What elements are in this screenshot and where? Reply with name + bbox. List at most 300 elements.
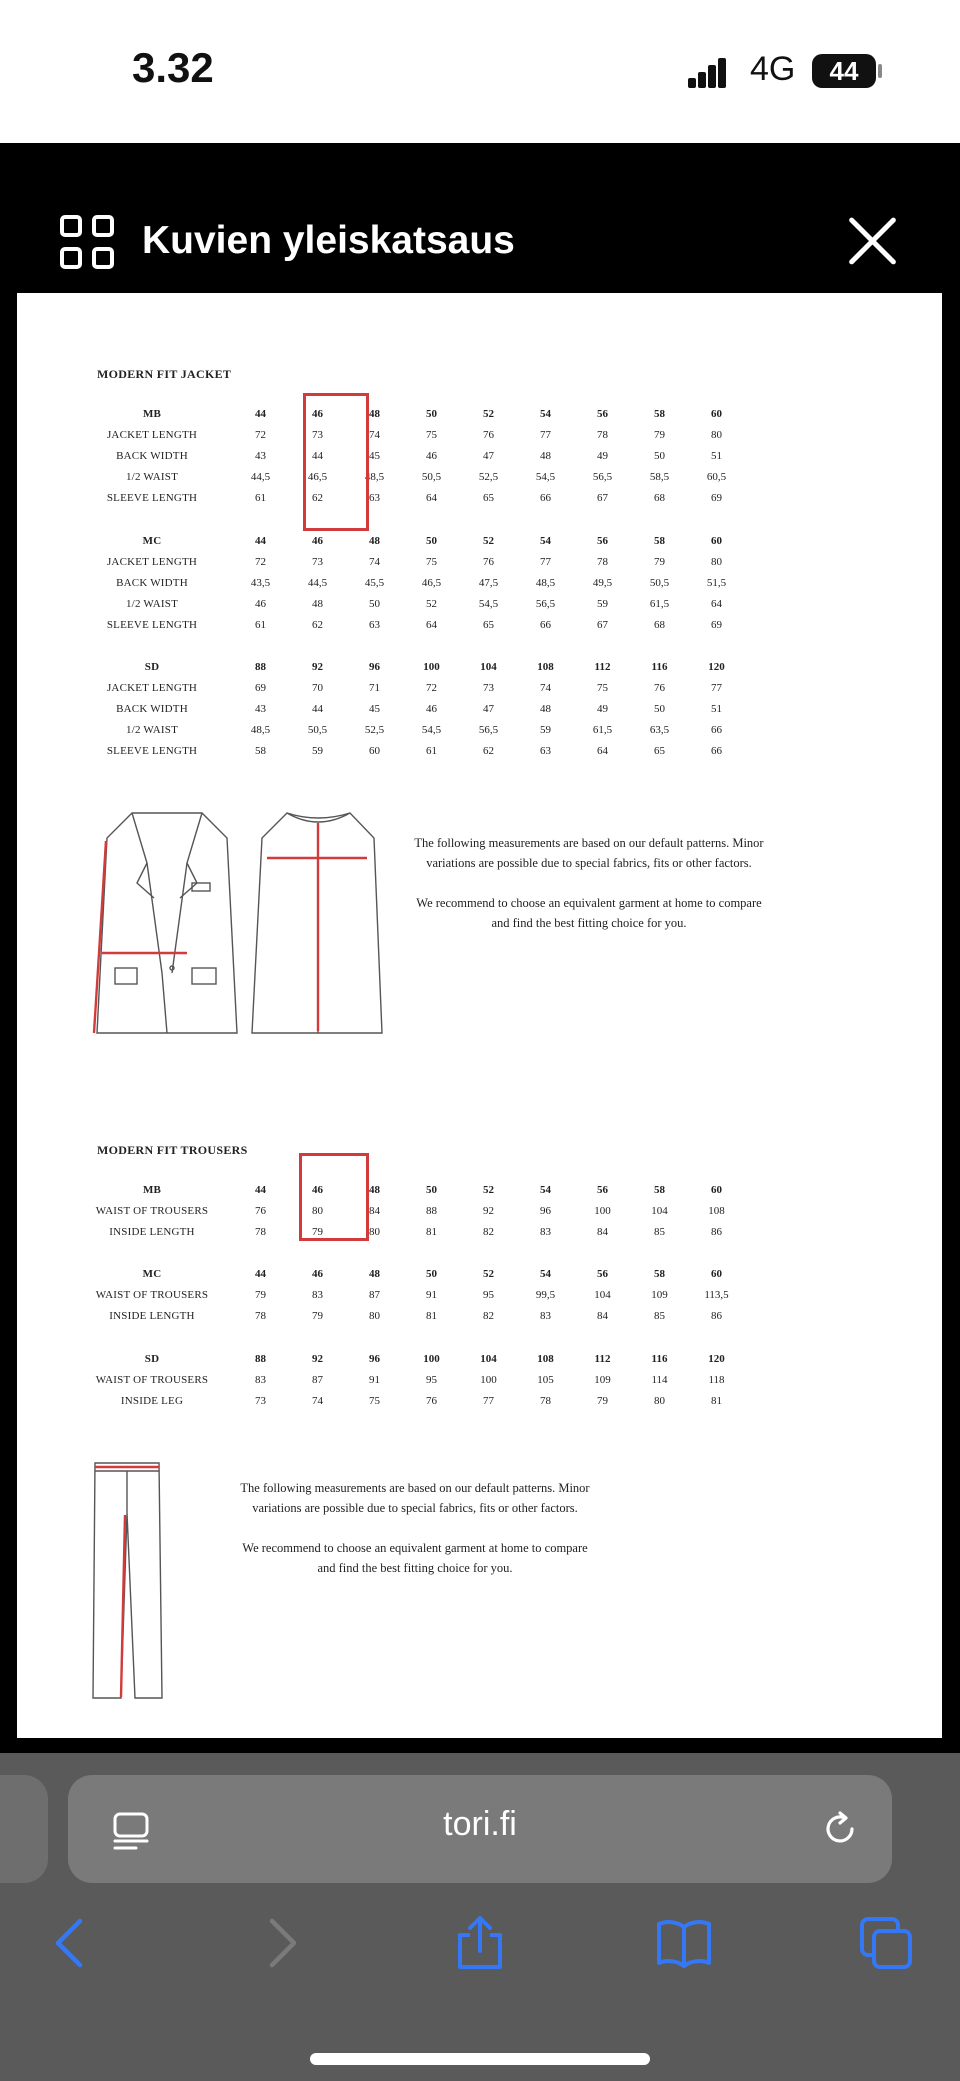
table-cell: 68 — [654, 618, 665, 631]
row-label: JACKET LENGTH — [106, 555, 198, 568]
table-cell: 74 — [369, 555, 380, 568]
table-cell: 60 — [711, 407, 722, 420]
close-icon[interactable] — [846, 215, 898, 267]
table-cell: 48 — [369, 534, 380, 547]
table-cell: 46 — [312, 534, 323, 547]
table-cell: 56,5 — [535, 597, 556, 610]
table-cell: 100 — [480, 1373, 497, 1386]
back-icon[interactable] — [44, 1915, 100, 1971]
table-cell: 74 — [369, 428, 380, 441]
table-cell: 47 — [483, 449, 494, 462]
table-cell: 51 — [711, 702, 722, 715]
table-cell: 48 — [540, 449, 551, 462]
table-cell: 47,5 — [478, 576, 499, 589]
table-cell: 108 — [537, 660, 554, 673]
table-row — [72, 740, 745, 761]
table-cell: 44,5 — [250, 470, 271, 483]
row-label: MC — [142, 1267, 162, 1280]
table-cell: 86 — [711, 1309, 722, 1322]
table-cell: 88 — [426, 1204, 437, 1217]
row-label: SLEEVE LENGTH — [106, 618, 198, 631]
table-cell: 54 — [540, 1267, 551, 1280]
row-label: BACK WIDTH — [116, 702, 188, 715]
table-cell: 45 — [369, 449, 380, 462]
table-cell: 58 — [654, 407, 665, 420]
table-row — [72, 1369, 745, 1390]
table-cell: 66 — [711, 744, 722, 757]
table-cell: 61 — [426, 744, 437, 757]
table-cell: 63 — [540, 744, 551, 757]
table-cell: 91 — [369, 1373, 380, 1386]
table-cell: 83 — [312, 1288, 323, 1301]
table-cell: 49 — [597, 702, 608, 715]
table-cell: 95 — [426, 1373, 437, 1386]
table-cell: 48 — [369, 1267, 380, 1280]
row-label: SLEEVE LENGTH — [106, 744, 198, 757]
table-cell: 92 — [312, 1352, 323, 1365]
table-cell: 56 — [597, 407, 608, 420]
table-row — [72, 445, 745, 466]
table-row — [72, 487, 745, 508]
table-cell: 54,5 — [478, 597, 499, 610]
table-cell: 52,5 — [364, 723, 385, 736]
table-cell: 65 — [483, 491, 494, 504]
table-cell: 50,5 — [307, 723, 328, 736]
table-cell: 48,5 — [535, 576, 556, 589]
size-header-row — [72, 1263, 745, 1284]
table-cell: 62 — [483, 744, 494, 757]
table-cell: 58,5 — [649, 470, 670, 483]
table-cell: 76 — [483, 555, 494, 568]
table-cell: 87 — [369, 1288, 380, 1301]
table-cell: 120 — [708, 660, 725, 673]
table-row — [72, 466, 745, 487]
table-cell: 72 — [255, 555, 266, 568]
table-cell: 64 — [597, 744, 608, 757]
table-cell: 54 — [540, 407, 551, 420]
jacket-illustration — [92, 803, 402, 1043]
jacket-title: MODERN FIT JACKET — [97, 367, 232, 381]
table-cell: 60 — [369, 744, 380, 757]
table-cell: 80 — [369, 1309, 380, 1322]
size-header-row — [72, 530, 745, 551]
table-cell: 76 — [255, 1204, 266, 1217]
table-cell: 108 — [537, 1352, 554, 1365]
table-cell: 45,5 — [364, 576, 385, 589]
table-cell: 61 — [255, 491, 266, 504]
table-cell: 54,5 — [421, 723, 442, 736]
table-cell: 52 — [426, 597, 437, 610]
table-cell: 48,5 — [364, 470, 385, 483]
table-cell: 46,5 — [421, 576, 442, 589]
table-cell: 54 — [540, 534, 551, 547]
table-cell: 64 — [426, 491, 437, 504]
row-label: SLEEVE LENGTH — [106, 491, 198, 504]
table-cell: 66 — [711, 723, 722, 736]
reload-icon[interactable] — [820, 1809, 860, 1849]
trousers-note-1: The following measurements are based on our default patterns. Minor variations are possible due to special fabrics, fits or other factors. — [240, 1481, 590, 1515]
table-cell: 84 — [369, 1204, 380, 1217]
table-cell: 51 — [711, 449, 722, 462]
table-cell: 74 — [312, 1394, 323, 1407]
table-cell: 104 — [594, 1288, 611, 1301]
trousers-table-mc — [72, 1263, 745, 1326]
table-cell: 56 — [597, 534, 608, 547]
table-cell: 50 — [654, 449, 665, 462]
grid-icon[interactable] — [60, 215, 118, 273]
table-cell: 63,5 — [649, 723, 670, 736]
table-cell: 44 — [255, 407, 266, 420]
table-cell: 91 — [426, 1288, 437, 1301]
table-cell: 92 — [483, 1204, 494, 1217]
battery-icon: 44 — [812, 54, 876, 88]
table-cell: 52 — [483, 407, 494, 420]
table-cell: 46 — [312, 407, 323, 420]
table-cell: 60 — [711, 1183, 722, 1196]
size-chart-image — [17, 293, 942, 1738]
table-cell: 109 — [594, 1373, 611, 1386]
table-cell: 79 — [654, 428, 665, 441]
table-cell: 74 — [540, 681, 551, 694]
table-cell: 81 — [426, 1309, 437, 1322]
table-cell: 52 — [483, 1267, 494, 1280]
table-cell: 75 — [597, 681, 608, 694]
trousers-title: MODERN FIT TROUSERS — [97, 1143, 248, 1157]
table-cell: 96 — [369, 660, 380, 673]
table-cell: 49 — [597, 449, 608, 462]
table-cell: 72 — [255, 428, 266, 441]
table-cell: 61,5 — [592, 723, 613, 736]
table-cell: 60,5 — [706, 470, 727, 483]
table-cell: 48 — [540, 702, 551, 715]
table-cell: 83 — [540, 1309, 551, 1322]
forward-icon[interactable] — [252, 1915, 308, 1971]
table-cell: 120 — [708, 1352, 725, 1365]
table-cell: 104 — [480, 660, 497, 673]
table-cell: 50,5 — [649, 576, 670, 589]
table-cell: 52,5 — [478, 470, 499, 483]
row-label: 1/2 WAIST — [125, 723, 178, 736]
table-row — [72, 424, 745, 445]
table-cell: 43 — [255, 702, 266, 715]
browser-toolbar — [0, 1753, 960, 2081]
table-cell: 73 — [255, 1394, 266, 1407]
table-cell: 63 — [369, 618, 380, 631]
table-cell: 86 — [711, 1225, 722, 1238]
row-label: INSIDE LENGTH — [109, 1225, 195, 1238]
row-label: 1/2 WAIST — [125, 597, 178, 610]
table-cell: 95 — [483, 1288, 494, 1301]
table-cell: 49,5 — [592, 576, 613, 589]
table-cell: 100 — [423, 660, 440, 673]
table-cell: 109 — [651, 1288, 668, 1301]
table-cell: 88 — [255, 1352, 266, 1365]
table-cell: 79 — [255, 1288, 266, 1301]
table-row — [72, 551, 745, 572]
table-cell: 48 — [369, 1183, 380, 1196]
table-cell: 73 — [483, 681, 494, 694]
table-cell: 100 — [423, 1352, 440, 1365]
table-cell: 76 — [426, 1394, 437, 1407]
table-cell: 60 — [711, 1267, 722, 1280]
table-cell: 48,5 — [250, 723, 271, 736]
table-cell: 50,5 — [421, 470, 442, 483]
table-cell: 113,5 — [704, 1288, 729, 1301]
table-cell: 50 — [426, 1267, 437, 1280]
table-cell: 58 — [654, 534, 665, 547]
table-cell: 56 — [597, 1183, 608, 1196]
table-row — [72, 1221, 745, 1242]
table-row — [72, 677, 745, 698]
image-viewer — [0, 293, 960, 1753]
table-cell: 62 — [312, 491, 323, 504]
network-type: 4G — [750, 50, 796, 88]
table-cell: 79 — [312, 1309, 323, 1322]
table-cell: 68 — [654, 491, 665, 504]
table-cell: 63 — [369, 491, 380, 504]
table-cell: 70 — [312, 681, 323, 694]
table-cell: 50 — [654, 702, 665, 715]
table-cell: 46 — [426, 702, 437, 715]
table-cell: 79 — [597, 1394, 608, 1407]
row-label: JACKET LENGTH — [106, 428, 198, 441]
table-cell: 108 — [708, 1204, 725, 1217]
table-cell: 73 — [312, 428, 323, 441]
table-cell: 45 — [369, 702, 380, 715]
table-row — [72, 572, 745, 593]
table-cell: 67 — [597, 491, 608, 504]
table-cell: 69 — [711, 491, 722, 504]
table-cell: 105 — [537, 1373, 554, 1386]
jacket-table-mc — [72, 530, 745, 635]
table-cell: 46 — [255, 597, 266, 610]
row-label: MB — [142, 407, 162, 420]
table-cell: 60 — [711, 534, 722, 547]
table-row — [72, 698, 745, 719]
table-cell: 56,5 — [478, 723, 499, 736]
table-cell: 44 — [312, 449, 323, 462]
status-time: 3.32 — [132, 44, 214, 91]
table-cell: 44,5 — [307, 576, 328, 589]
table-cell: 65 — [654, 744, 665, 757]
row-label: SD — [144, 660, 160, 673]
jacket-table-sd — [72, 656, 745, 761]
row-label: MC — [142, 534, 162, 547]
table-cell: 92 — [312, 660, 323, 673]
table-cell: 66 — [540, 491, 551, 504]
table-row — [72, 719, 745, 740]
table-cell: 67 — [597, 618, 608, 631]
table-cell: 44 — [312, 702, 323, 715]
table-cell: 96 — [369, 1352, 380, 1365]
table-cell: 58 — [654, 1183, 665, 1196]
tabs-icon[interactable] — [858, 1915, 914, 1971]
table-cell: 80 — [654, 1394, 665, 1407]
table-cell: 114 — [651, 1373, 668, 1386]
table-cell: 58 — [255, 744, 266, 757]
signal-icon — [688, 56, 728, 88]
row-label: INSIDE LENGTH — [109, 1309, 195, 1322]
previous-tab-preview[interactable] — [0, 1775, 48, 1883]
table-cell: 77 — [540, 555, 551, 568]
jacket-table-mb — [72, 403, 745, 508]
table-cell: 58 — [654, 1267, 665, 1280]
table-cell: 80 — [369, 1225, 380, 1238]
table-cell: 47 — [483, 702, 494, 715]
table-cell: 50 — [426, 534, 437, 547]
table-cell: 56,5 — [592, 470, 613, 483]
table-row — [72, 1200, 745, 1221]
table-cell: 77 — [483, 1394, 494, 1407]
table-cell: 78 — [255, 1309, 266, 1322]
battery-tip — [878, 64, 882, 78]
row-label: WAIST OF TROUSERS — [95, 1373, 209, 1386]
size-header-row — [72, 1348, 745, 1369]
table-cell: 64 — [426, 618, 437, 631]
table-cell: 46 — [426, 449, 437, 462]
table-cell: 85 — [654, 1309, 665, 1322]
size-header-row — [72, 656, 745, 677]
bookmarks-icon[interactable] — [656, 1915, 712, 1971]
table-cell: 52 — [483, 1183, 494, 1196]
table-cell: 59 — [540, 723, 551, 736]
table-cell: 76 — [483, 428, 494, 441]
row-label: INSIDE LEG — [120, 1394, 184, 1407]
table-cell: 96 — [540, 1204, 551, 1217]
table-cell: 65 — [483, 618, 494, 631]
table-cell: 78 — [597, 428, 608, 441]
table-cell: 43 — [255, 449, 266, 462]
table-cell: 75 — [426, 428, 437, 441]
trousers-table-mb — [72, 1179, 745, 1242]
table-cell: 44 — [255, 534, 266, 547]
table-cell: 69 — [711, 618, 722, 631]
table-row — [72, 1284, 745, 1305]
table-cell: 87 — [312, 1373, 323, 1386]
table-cell: 78 — [255, 1225, 266, 1238]
table-cell: 48 — [312, 597, 323, 610]
table-cell: 44 — [255, 1183, 266, 1196]
table-cell: 118 — [708, 1373, 725, 1386]
table-cell: 54 — [540, 1183, 551, 1196]
table-cell: 48 — [369, 407, 380, 420]
viewer-title: Kuvien yleiskatsaus — [142, 219, 515, 262]
table-cell: 46 — [312, 1267, 323, 1280]
table-cell: 83 — [540, 1225, 551, 1238]
table-cell: 84 — [597, 1309, 608, 1322]
table-cell: 82 — [483, 1225, 494, 1238]
table-cell: 61,5 — [649, 597, 670, 610]
table-cell: 82 — [483, 1309, 494, 1322]
table-cell: 80 — [711, 555, 722, 568]
size-header-row — [72, 403, 745, 424]
table-cell: 85 — [654, 1225, 665, 1238]
table-cell: 66 — [540, 618, 551, 631]
table-cell: 83 — [255, 1373, 266, 1386]
row-label: MB — [142, 1183, 162, 1196]
table-cell: 76 — [654, 681, 665, 694]
size-header-row — [72, 1179, 745, 1200]
row-label: WAIST OF TROUSERS — [95, 1288, 209, 1301]
table-cell: 75 — [426, 555, 437, 568]
home-indicator — [310, 2053, 650, 2065]
status-bar — [0, 0, 960, 143]
jacket-note-2: We recommend to choose an equivalent garment at home to compare and find the best fitting choice for you. — [416, 896, 762, 930]
table-cell: 81 — [711, 1394, 722, 1407]
table-cell: 52 — [483, 534, 494, 547]
table-cell: 112 — [594, 1352, 611, 1365]
row-label: 1/2 WAIST — [125, 470, 178, 483]
table-cell: 73 — [312, 555, 323, 568]
table-cell: 104 — [651, 1204, 668, 1217]
table-cell: 77 — [540, 428, 551, 441]
row-label: BACK WIDTH — [116, 449, 188, 462]
table-cell: 78 — [597, 555, 608, 568]
table-cell: 44 — [255, 1267, 266, 1280]
table-cell: 80 — [711, 428, 722, 441]
table-cell: 72 — [426, 681, 437, 694]
trousers-note-2: We recommend to choose an equivalent garment at home to compare and find the best fitting choice for you. — [242, 1541, 588, 1575]
table-cell: 104 — [480, 1352, 497, 1365]
viewer-header — [0, 143, 960, 293]
row-label: WAIST OF TROUSERS — [95, 1204, 209, 1217]
table-cell: 112 — [594, 660, 611, 673]
table-cell: 88 — [255, 660, 266, 673]
table-cell: 75 — [369, 1394, 380, 1407]
table-cell: 116 — [651, 660, 668, 673]
table-cell: 79 — [654, 555, 665, 568]
table-cell: 64 — [711, 597, 722, 610]
table-cell: 50 — [369, 597, 380, 610]
table-cell: 116 — [651, 1352, 668, 1365]
row-label: SD — [144, 1352, 160, 1365]
table-cell: 50 — [426, 1183, 437, 1196]
share-icon[interactable] — [452, 1915, 508, 1971]
row-label: BACK WIDTH — [116, 576, 188, 589]
table-cell: 78 — [540, 1394, 551, 1407]
table-cell: 51,5 — [706, 576, 727, 589]
table-row — [72, 1305, 745, 1326]
table-cell: 46,5 — [307, 470, 328, 483]
table-cell: 100 — [594, 1204, 611, 1217]
table-cell: 77 — [711, 681, 722, 694]
address-bar[interactable] — [68, 1775, 892, 1883]
table-cell: 84 — [597, 1225, 608, 1238]
table-cell: 46 — [312, 1183, 323, 1196]
table-cell: 59 — [312, 744, 323, 757]
table-cell: 56 — [597, 1267, 608, 1280]
table-cell: 79 — [312, 1225, 323, 1238]
highlight-box — [299, 1153, 369, 1241]
table-cell: 80 — [312, 1204, 323, 1217]
table-cell: 61 — [255, 618, 266, 631]
table-cell: 43,5 — [250, 576, 271, 589]
jacket-note-1: The following measurements are based on our default patterns. Minor variations are possible due to special fabrics, fits or other factors. — [414, 836, 764, 870]
table-cell: 99,5 — [535, 1288, 556, 1301]
trousers-illustration — [87, 1453, 167, 1703]
table-row — [72, 614, 745, 635]
table-cell: 62 — [312, 618, 323, 631]
row-label: JACKET LENGTH — [106, 681, 198, 694]
table-row — [72, 1390, 745, 1411]
highlight-box — [303, 393, 369, 531]
table-row — [72, 593, 745, 614]
table-cell: 81 — [426, 1225, 437, 1238]
url-text[interactable]: tori.fi — [443, 1805, 517, 1843]
table-cell: 69 — [255, 681, 266, 694]
table-cell: 50 — [426, 407, 437, 420]
table-cell: 54,5 — [535, 470, 556, 483]
